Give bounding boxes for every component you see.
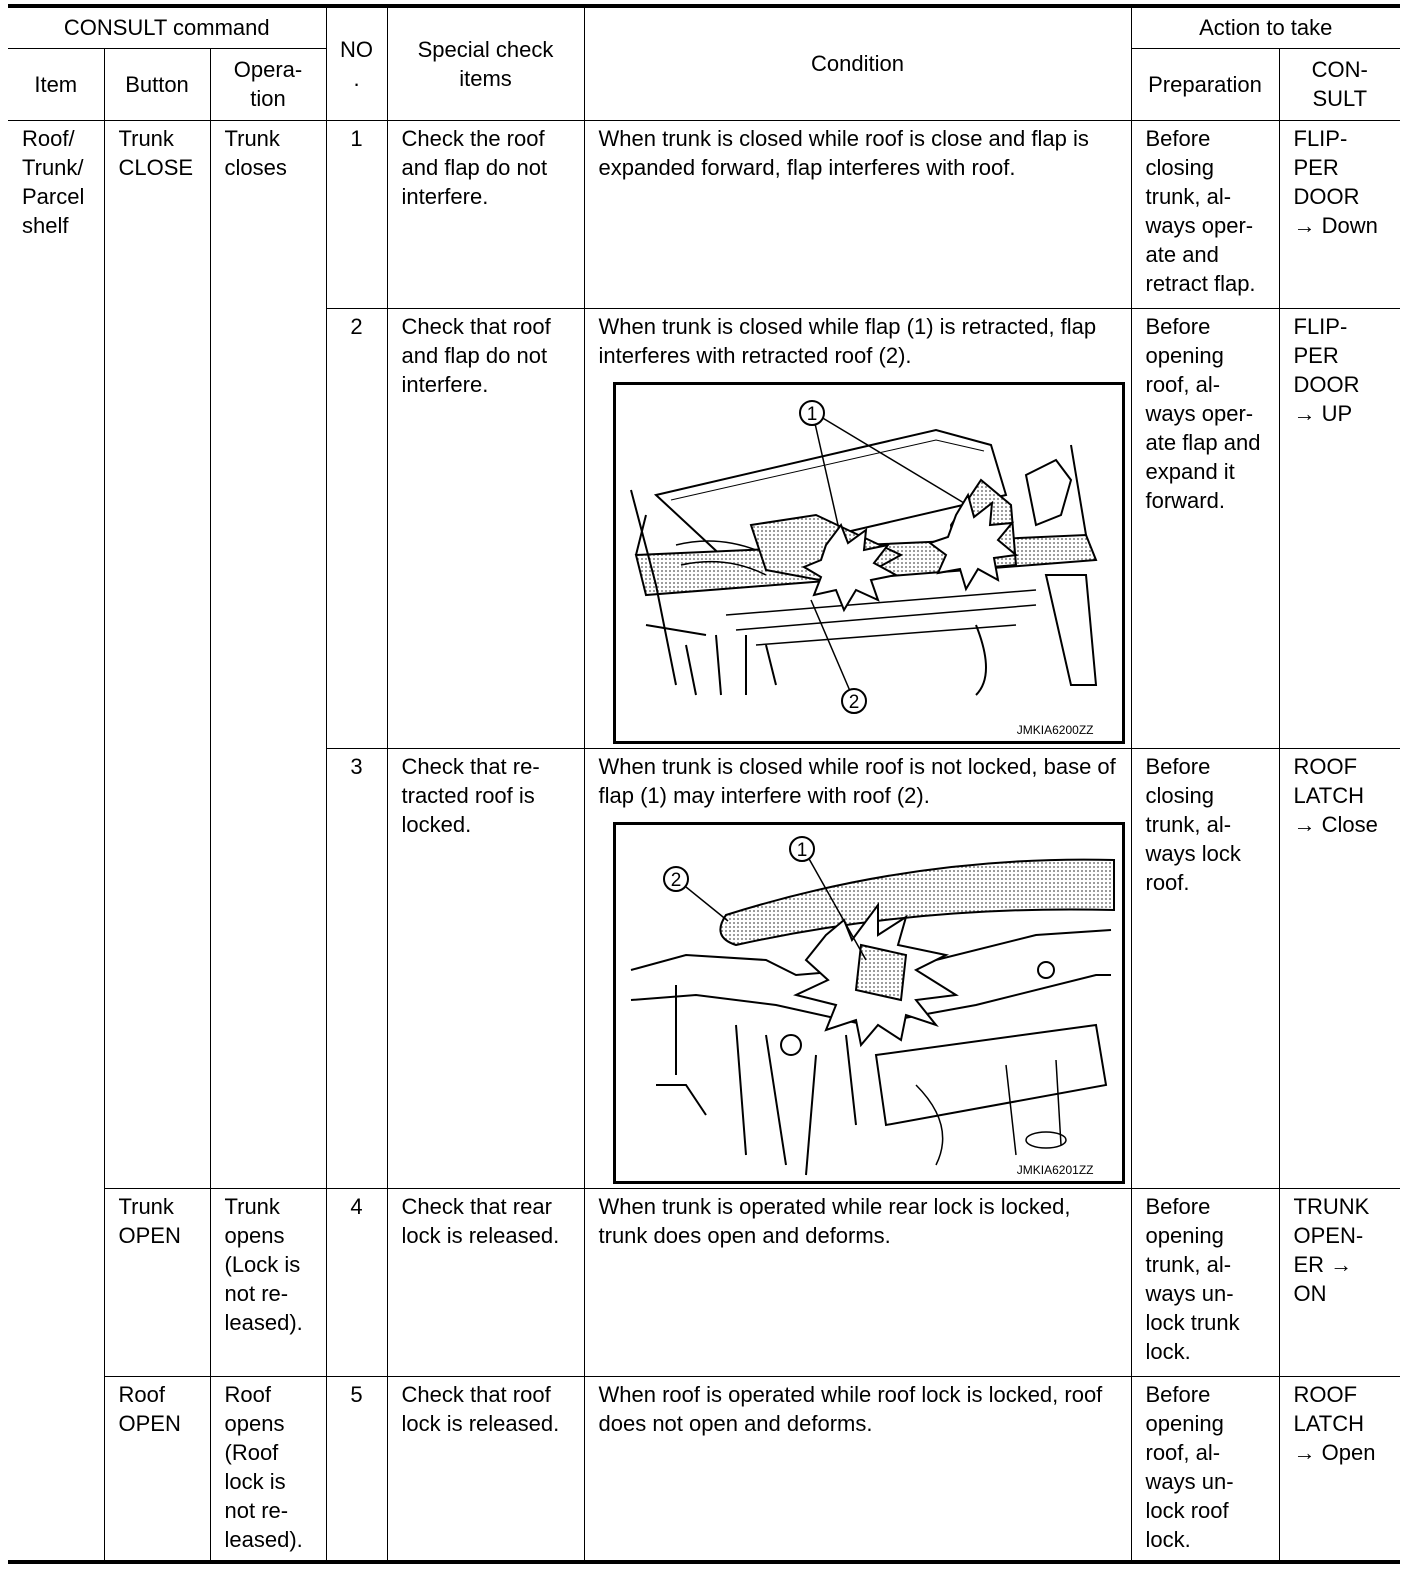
no-cell: 4 [326, 1188, 387, 1376]
header-consult-command: CONSULT command [8, 6, 326, 48]
condition-cell: When trunk is closed while roof is close and flap is expanded forward, flap interferes with roof. [584, 120, 1131, 308]
flap-roof-interference-figure [613, 382, 1125, 744]
figure-code: JMKIA6201ZZ [1016, 1162, 1094, 1177]
figure-code: JMKIA6200ZZ [1016, 722, 1094, 737]
preparation-cell: Before closing trunk, al- ways lock roof. [1131, 748, 1279, 1188]
condition-text: When trunk is closed while roof is not locked, base of flap (1) may interfere with roof (2). [598, 753, 1116, 808]
no-cell: 2 [326, 308, 387, 748]
callout-1: 1 [796, 839, 807, 861]
check-cell: Check that roof and flap do not interfere. [387, 308, 584, 748]
operation-cell: Trunk opens (Lock is not re- leased). [210, 1188, 326, 1376]
preparation-cell: Before opening roof, al- ways un- lock roof lock. [1131, 1376, 1279, 1562]
preparation-cell: Before opening trunk, al- ways un- lock trunk lock. [1131, 1188, 1279, 1376]
preparation-cell: Before opening roof, al- ways oper- ate flap and expand it forward. [1131, 308, 1279, 748]
condition-cell [584, 308, 1131, 748]
header-operation: Opera- tion [210, 48, 326, 120]
header-item: Item [8, 48, 104, 120]
header-special-check-items: Special check items [387, 6, 584, 120]
callout-2: 2 [848, 691, 859, 713]
condition-cell: When roof is operated while roof lock is locked, roof does not open and deforms. [584, 1376, 1131, 1562]
operation-cell: Roof opens (Roof lock is not re- leased). [210, 1376, 326, 1562]
roof-lock-interference-figure [613, 822, 1125, 1184]
preparation-cell: Before closing trunk, al- ways oper- ate and retract flap. [1131, 120, 1279, 308]
item-cell: Roof/ Trunk/ Parcel shelf [8, 120, 104, 1562]
table-row [8, 1376, 1400, 1562]
check-cell: Check that re- tracted roof is locked. [387, 748, 584, 1188]
no-cell: 5 [326, 1376, 387, 1562]
header-action-to-take: Action to take [1131, 6, 1400, 48]
roof-lock-illustration [616, 825, 1122, 1181]
callout-2: 2 [670, 869, 681, 891]
flap-roof-illustration [616, 385, 1122, 741]
header-preparation: Preparation [1131, 48, 1279, 120]
consult-command-table [8, 4, 1400, 1564]
header-button: Button [104, 48, 210, 120]
consult-cell: FLIP- PER DOOR → UP [1279, 308, 1400, 748]
condition-cell: When trunk is operated while rear lock is locked, trunk does open and deforms. [584, 1188, 1131, 1376]
check-cell: Check that roof lock is released. [387, 1376, 584, 1562]
no-cell: 1 [326, 120, 387, 308]
check-cell: Check the roof and flap do not interfere. [387, 120, 584, 308]
no-cell: 3 [326, 748, 387, 1188]
button-cell: Roof OPEN [104, 1376, 210, 1562]
operation-cell: Trunk closes [210, 120, 326, 1188]
condition-cell [584, 748, 1131, 1188]
header-consult: CON- SULT [1279, 48, 1400, 120]
consult-cell: ROOF LATCH → Open [1279, 1376, 1400, 1562]
table-row [8, 1188, 1400, 1376]
table-row [8, 120, 1400, 308]
condition-text: When trunk is closed while flap (1) is retracted, flap interferes with retracted roof (2). [598, 313, 1097, 368]
header-no: NO . [326, 6, 387, 120]
check-cell: Check that rear lock is released. [387, 1188, 584, 1376]
button-cell: Trunk CLOSE [104, 120, 210, 1188]
consult-cell: FLIP- PER DOOR → Down [1279, 120, 1400, 308]
header-condition: Condition [584, 6, 1131, 120]
consult-cell: TRUNK OPEN- ER → ON [1279, 1188, 1400, 1376]
consult-cell: ROOF LATCH → Close [1279, 748, 1400, 1188]
button-cell: Trunk OPEN [104, 1188, 210, 1376]
callout-1: 1 [806, 403, 817, 425]
